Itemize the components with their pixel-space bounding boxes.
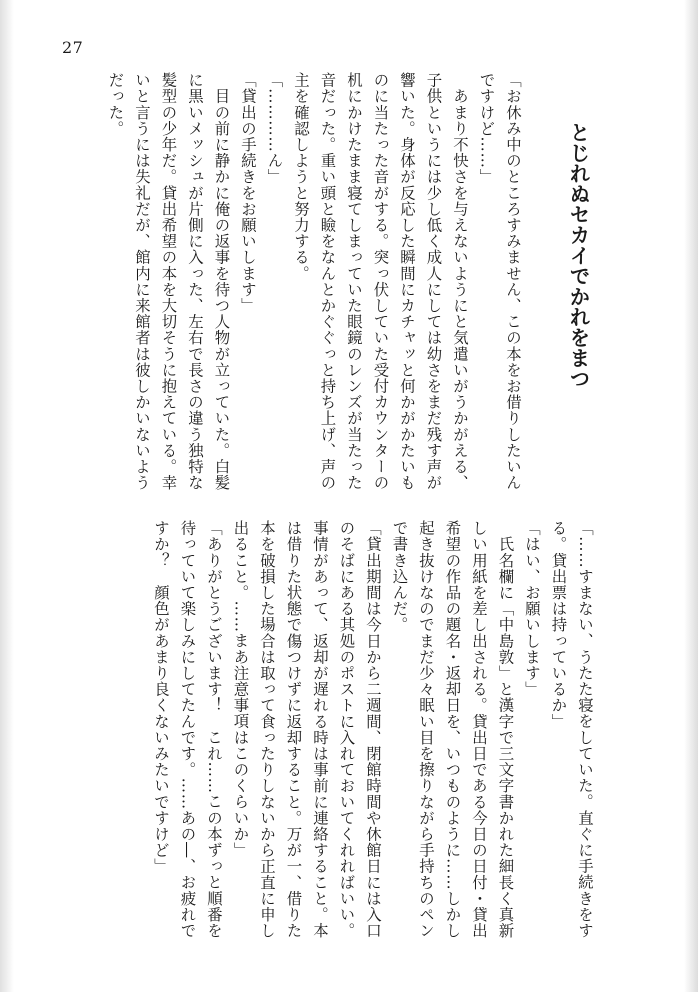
paragraph: 「…………ん」 (265, 72, 284, 185)
paragraph: 「ありがとうございます！ これ……この本ずっと順番を待っていて楽しみにしてたんです。……あの―、お疲れですか？ 顔色があまり良くないみたいですけど」 (152, 520, 223, 939)
page-number: 27 (62, 38, 84, 57)
paragraph: あまり不快さを与えないようにと気遣いがうかがえる、子供というには少し低く成人にしては幼さをまだ残す声が響いた。身体が反応した瞬間にカチャッと何かがかたいものに当たった音がする。突っ伏していた受付カウンターの机にかけたまま寝てしまっていた眼鏡のレンズが当たった音だった。重い頭と瞼をなんとかぐぐっと持ち上げ、声の主を確認しようと努力する。 (292, 72, 469, 491)
paragraph: 氏名欄に「中島敦」と漢字で三文字書かれた細長く真新しい用紙を差し出される。貸出日である今日の日付・貸出希望の作品の題名・返却日を、いつものように……しかし起き抜けなのでまだ少々眠い目を擦りながら手持ちのペンで書き込んだ。 (390, 520, 515, 939)
paragraph: 「貸出期間は今日から二週間、閉館時間や休館日には入口のそばにある其処のポストに入れておいてくれればいい。事情があって、返却が遅れる時は事前に連絡すること。本は借りた状態で傷つけずに返却すること。万が一、借りた本を破損した場合は取って食ったりしないから正直に申し出ること。……まあ注意事項はこのくらいか」 (231, 520, 382, 939)
page-shadow-left (0, 0, 14, 992)
paragraph: 「貸出の手続きをお願いします」 (239, 72, 257, 314)
lower-text-block (136, 520, 598, 945)
page-shadow-right (684, 0, 698, 992)
upper-text-block (106, 72, 526, 492)
paragraph: 「お休み中のところすみません、この本をお借りしたいんですけど……」 (477, 72, 522, 491)
paragraph: 「はい、お願いします」 (523, 520, 541, 698)
paragraph: 「……すまない、うたた寝をしていた。直ぐに手続きをする。貸出票は持っているか」 (549, 520, 594, 939)
paragraph: 目の前に静かに俺の返事を待つ人物が立っていた。白髪に黒いメッシュが片側に入った、左右で長さの違う独特な髪型の少年だ。貸出希望の本を大切そうに抱えている。幸いと言うには失礼だが、館内に来館者は彼しかいないようだった。 (106, 72, 231, 491)
chapter-title: とじれぬセカイでかれをまつ (566, 122, 590, 389)
